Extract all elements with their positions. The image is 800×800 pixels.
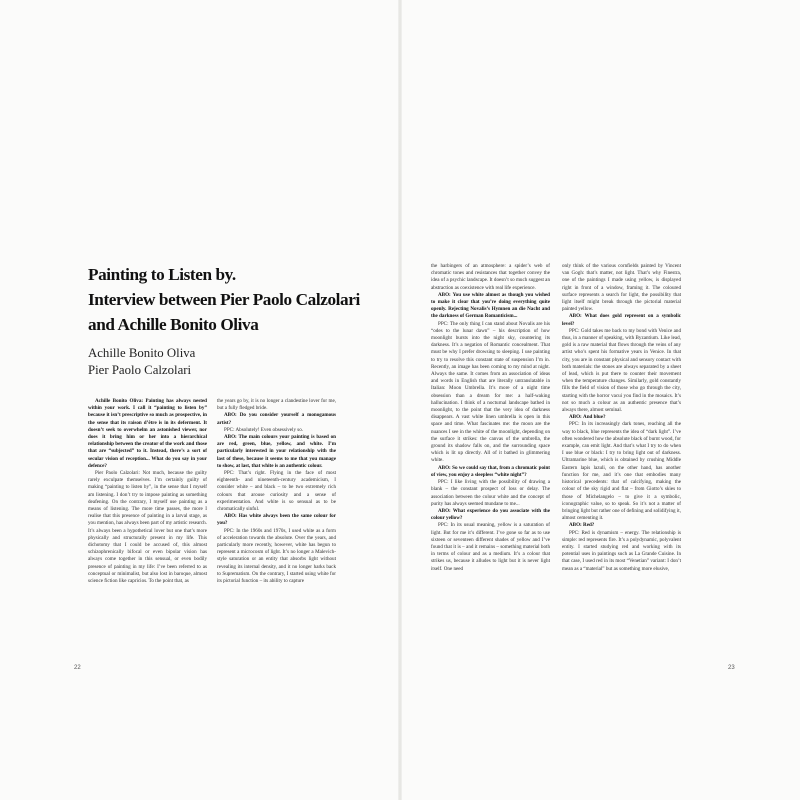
question-paragraph (217, 434, 336, 470)
paragraph-text: only think of the various cornfields painted by Vincent van Gogh: that’s matter, not light. That’s why Finestra, one of the paintings I made using yellow, is displayed right in front of a window, framing it. The coloured surface represents a search for light, the possibility that light itself might break through the pictorial material painted yellow. (562, 263, 681, 313)
paragraph-text: PPC: In its usual meaning, yellow is a saturation of light. But for me it’s different. I’ve gone so far as to use sixteen or seventeen different shades of yellow and I’ve found that it is – and it remains – something material both in terms of colour and as a medium. It’s a colour that strikes us, because it alludes to light but it is never light itself. One need (431, 522, 550, 572)
paragraph-text: PPC: Gold takes me back to my bond with Venice and thus, in a manner of speaking, with Byzantium. Like lead, gold is a raw material that flows through the veins of any artist who’s spent his formative years in Venice. In that city, you are in constant physical and sensory contact with both materials: the stones are always separated by a sheet of lead, which is put there to counter their movement when the temperature changes. Similarly, gold constantly fills the field of vision of those who go through the city, starting with the horror vacui you find in the mosaics. It’s not so much a colour as an authentic presence that’s always there, almost seminal. (562, 327, 681, 414)
paragraph-text: Achille Bonito Oliva: Painting has always nested within your work. I call it “painting to listen by” because it isn’t prescriptive so much as prospective, in the sense that its raison d’être is in its deferment. It doesn’t seek to overwhelm an astonished viewer, nor does it bring him or her into a hierarchical relationship between the creator of the work and those that are “subjected” to it. Instead, there’s a sort of secular vision of reception... What do you say in your defence? (88, 398, 207, 469)
paragraph-text: PPC: That’s right. Flying in the face of most eighteenth- and nineteenth-century academicism, I consider white – and black – to be two extremely rich colours that arouse curiosity and a sense of experimentation. And white is so sensual as to be chromatically sinful. (217, 470, 336, 513)
article-title (88, 262, 388, 337)
question-paragraph (217, 513, 336, 527)
title-line: and Achille Bonito Oliva (88, 315, 259, 334)
question-paragraph (562, 313, 681, 327)
paragraph-text: Pier Paolo Calzolari: Not much, because the guilty rarely exculpate themselves. I’m certainly guilty of making “painting to listen by”, in the sense that I myself am listening. I don’t try to impose painting as something deafening. On the contrary, I myself use painting as a means of listening. The more time passes, the more I realise that this presence of painting in a larval stage, as you mention, has always been part of my artistic research. It’s always been a hypothetical lover but one that’s more physically and structurally present in my life. This dichotomy that I could be accused of, this almost schizophrenically bifocal or even bipolar vision has always come together in this sensual, or even bodily presence of painting in my life: I’ve been referred to as conceptual or minimalist, but also lost in baroque, almost science fiction like capricios. To the point that, as (88, 470, 207, 585)
question-paragraph (431, 508, 550, 522)
paragraph-text: PPC: I like living with the possibility of drawing a blank – the constant prospect of loss or delay. The association between the colour white and the concept of purity has always seemed mundane to me... (431, 479, 550, 507)
answer-paragraph (562, 530, 681, 573)
answer-paragraph (217, 470, 336, 513)
paragraph-text: What does gold represent on a symbolic level? (562, 313, 681, 327)
speaker-label: ABO: (438, 464, 451, 471)
paragraph-text: PPC: Red is dynamism – energy. The relationship is simple: red represents fire. It’s a polydynamic, polyvalent entity. I started studying red and working with its potential uses in paintings such as La Grande Cuisine. In that case, I used red in its most “Venetian” variant: I don’t mean as a “material” but as something more elusive, (562, 529, 681, 572)
answer-paragraph (431, 263, 550, 292)
paragraph-text: You use white almost as though you wished to make it clear that you’re doing everything quite openly. Rejecting Novalis’s Hymnen an die Nacht and the darkness of German Romanticism... (431, 291, 550, 320)
paragraph-text: So we could say that, from a chromatic point of view, you enjoy a sleepless “white night”? (431, 464, 550, 478)
speaker-label: ABO: (224, 434, 237, 441)
speaker-label: ABO: (224, 513, 237, 520)
question-paragraph (562, 522, 681, 529)
speaker-label: ABO: (438, 291, 451, 298)
answer-paragraph (431, 522, 550, 572)
question-paragraph (431, 465, 550, 479)
paragraph-text: Has white always been the same colour for you? (217, 513, 336, 527)
page-number-right: 23 (728, 665, 735, 671)
speaker-label: ABO: (569, 522, 582, 529)
book-gutter (398, 0, 402, 800)
question-paragraph (431, 292, 550, 321)
answer-paragraph (562, 421, 681, 522)
author-name: Pier Paolo Calzolari (88, 363, 192, 377)
answer-paragraph (562, 263, 681, 313)
text-column-3 (431, 263, 550, 645)
page-number-left: 22 (74, 665, 81, 671)
question-paragraph (562, 414, 681, 421)
paragraph-text: Do you consider yourself a monogamous artist? (217, 412, 336, 426)
title-line: Interview between Pier Paolo Calzolari (88, 290, 360, 309)
answer-paragraph (217, 427, 336, 434)
text-column-4 (562, 263, 681, 645)
speaker-label: ABO: (224, 412, 237, 419)
answer-paragraph (217, 528, 336, 586)
paragraph-text: PPC: In its increasingly dark tones, reaching all the way to black, blue represents the idea of “dark light”. I’ve often wondered how the absolute black of burnt wood, for example, can emit light. And that’s what I try to do when I use blue or black: I try to bring light out of darkness. Ultramarine blue, which is obtained by crushing Middle Eastern lapis lazuli, on the other hand, has another function for me, and it’s one that embodies many historical precedents: that of calcifying, making the colour of the sky rigid and flat – from Giotto’s skies to those of Michelangelo – to give it a symbolic, iconographic value, so to speak. So it’s not a matter of bringing light but rather one of defining and solidifying it, almost cementing it. (562, 421, 681, 522)
paragraph-text: The main colours your painting is based on are red, green, blue, yellow, and white. I’m particularly interested in your relationship with the last of these, because it seems to me that you manage to show, at last, that white is an authentic colour. (217, 434, 336, 469)
question-paragraph (217, 412, 336, 426)
paragraph-text: Red? (583, 522, 595, 529)
answer-paragraph (431, 479, 550, 508)
answer-paragraph (431, 321, 550, 465)
title-line: Painting to Listen by. (88, 265, 236, 284)
answer-paragraph (562, 328, 681, 414)
paragraph-text: PPC: The only thing I can stand about Novalis are his “odes to the lunar dawn” – his description of how moonlight bursts into the night sky, countering its darkness. It’s a negation of Romantic concealment. That must be why I prefer drowsing to sleeping. I use painting to try to resolve this constant state of suspension I’m in. Recently, an image has been coming to my mind at night. Always the same. It comes from an association of ideas and words in English that are literally untranslatable in Italian: Moon Umbrella. It’s more of a night time obsession than a dream for me: a half-waking hallucination. I think of a nocturnal landscape bathed in moonlight, to the point that the very idea of darkness disappears. A vast white linen umbrella is open in this space and time. What fascinates me: the moon are the nuances I see in the white of the moonlight, depending on the surface it strikes: the canvas of the umbrella, the ground its shadow falls on, and the surrounding space which is lit up directly. All of it bathed in glimmering white. (431, 320, 550, 464)
answer-paragraph (88, 470, 207, 585)
paragraph-text: And blue? (583, 414, 606, 421)
speaker-label: ABO: (569, 313, 582, 320)
answer-paragraph (217, 398, 336, 412)
paragraph-text: What experience do you associate with the colour yellow? (431, 507, 550, 522)
author-list (88, 345, 195, 379)
question-paragraph (88, 398, 207, 470)
speaker-label: ABO: (569, 414, 582, 421)
text-column-2 (217, 398, 336, 640)
paragraph-text: the years go by, it is no longer a clandestine lover for me, but a fully fledged bride. (217, 398, 336, 412)
paragraph-text: PPC: In the 1960s and 1970s, I used white as a form of acceleration towards the absolute. Over the years, and particularly more recently, however, white has begun to represent a microcosm of light. It’s no longer a Malevich-style saturation or an entity that absorbs light without revealing its internal density, and it no longer harks back to Suprematism. On the contrary, I started using white for its pictorial function – its ability to capture (217, 527, 336, 585)
speaker-label: ABO: (438, 507, 451, 514)
paragraph-text: the harbingers of an atmosphere: a spider’s web of chromatic tones and resistances that together convey the idea of a psychic landscape. It doesn’t so much suggest an abstraction as coexistence with real life experience. (431, 263, 550, 291)
author-name: Achille Bonito Oliva (88, 346, 196, 360)
paragraph-text: PPC: Absolutely! Even obsessively so. (224, 426, 304, 433)
text-column-1 (88, 398, 207, 640)
